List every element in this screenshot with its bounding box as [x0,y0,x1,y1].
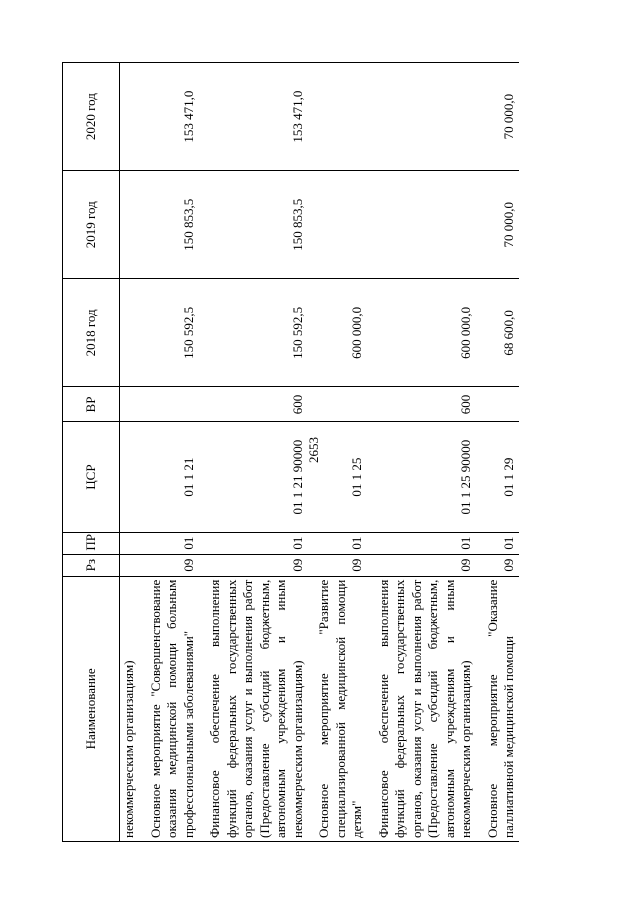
page-number: 2653 [306,437,321,463]
table-row [476,63,519,842]
row-rz: 09 [367,554,476,576]
row-rz: 09 [307,554,367,576]
row-2020: 153 471,0 [198,63,307,171]
row-pr: 01 [139,532,199,554]
row-rz: 09 [476,554,519,576]
row-pr: 01 [307,532,367,554]
row-name: некоммерческим организациям) [120,576,139,841]
row-2018: 600 000,0 [307,279,367,387]
row-2019: 150 853,5 [198,171,307,279]
row-rz: 09 [139,554,199,576]
row-pr [120,532,139,554]
row-vr [139,387,199,422]
row-2018: 600 000,0 [367,279,476,387]
row-2020 [120,63,139,171]
row-vr [307,387,367,422]
table-row [139,63,199,842]
row-vr: 600 [198,387,307,422]
row-2019 [367,171,476,279]
row-csr: 01 1 21 [139,422,199,532]
header-2018: 2018 год [63,279,120,387]
row-csr: 01 1 25 90000 [367,422,476,532]
budget-table [62,62,519,842]
row-name: Финансовое обеспечение выполнения функций федеральных государственных органов, оказания услуг и выполнения работ (Предоставление субсидий бюджетным, автономным учреждениям и иным некоммерческим организациям) [198,576,307,841]
row-pr: 01 [367,532,476,554]
row-pr: 01 [476,532,519,554]
row-2018: 150 592,5 [139,279,199,387]
row-2020: 70 000,0 [476,63,519,171]
table-header [63,63,120,842]
header-row [63,63,120,842]
row-2019 [120,171,139,279]
table-row [120,63,139,842]
table-row [198,63,307,842]
header-name: Наименование [63,576,120,841]
row-2018: 150 592,5 [198,279,307,387]
row-csr: 01 1 21 90000 [198,422,307,532]
row-2020 [307,63,367,171]
row-2019: 70 000,0 [476,171,519,279]
header-2020: 2020 год [63,63,120,171]
row-rz [120,554,139,576]
header-pr: ПР [63,532,120,554]
row-2018 [120,279,139,387]
row-name: Основное мероприятие "Оказание паллиативной медицинской помощи [476,576,519,841]
row-name: Основное мероприятие "Развитие специализированной медицинской помощи детям" [307,576,367,841]
table-row [307,63,367,842]
header-2019: 2019 год [63,171,120,279]
row-name: Финансовое обеспечение выполнения функций федеральных государственных органов, оказания услуг и выполнения работ (Предоставление субсидий бюджетным, автономным учреждениям и иным некоммерческим организациям) [367,576,476,841]
header-csr: ЦСР [63,422,120,532]
table-body [120,63,519,842]
row-2019 [307,171,367,279]
row-csr: 01 1 29 [476,422,519,532]
header-rz: Рз [63,554,120,576]
row-2019: 150 853,5 [139,171,199,279]
row-vr [476,387,519,422]
row-2020 [367,63,476,171]
row-2020: 153 471,0 [139,63,199,171]
row-pr: 01 [198,532,307,554]
row-name: Основное мероприятие "Совершенствование оказания медицинской помощи больным профессиональными заболеваниями" [139,576,199,841]
rotated-table-wrapper [62,62,640,838]
header-vr: ВР [63,387,120,422]
row-rz: 09 [198,554,307,576]
row-vr: 600 [367,387,476,422]
row-csr: 01 1 25 [307,422,367,532]
row-vr [120,387,139,422]
table-rotation-frame [62,62,597,842]
table-row [367,63,476,842]
row-csr [120,422,139,532]
row-2018: 68 600,0 [476,279,519,387]
